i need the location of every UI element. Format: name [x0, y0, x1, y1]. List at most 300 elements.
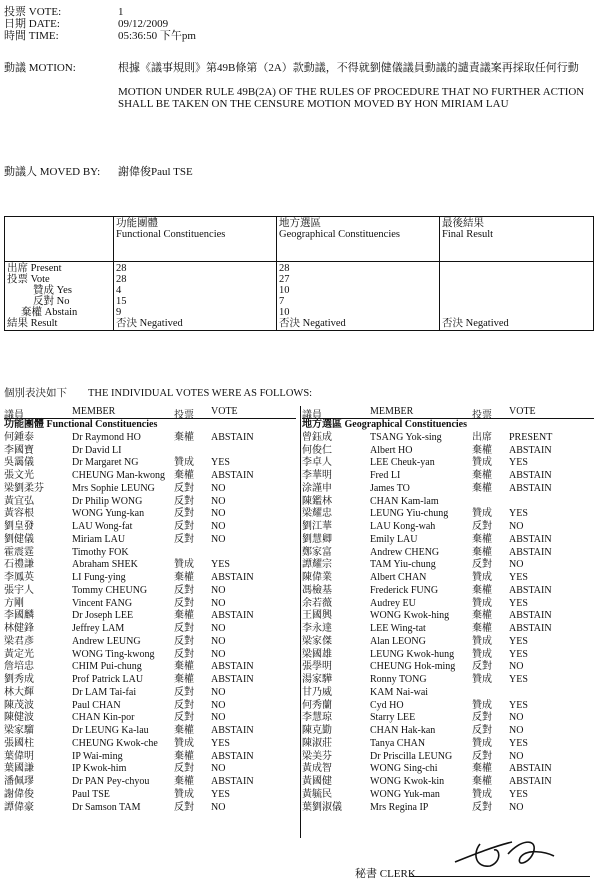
member-chinese-name: 譚偉豪 — [4, 801, 34, 813]
header-functional: 功能團體 Functional Constituencies — [114, 217, 277, 262]
clerk-signature — [450, 832, 560, 876]
col-cn: 議員 — [4, 410, 24, 421]
member-row — [302, 649, 594, 662]
member-chinese-name: 張文光 — [4, 470, 34, 481]
vote-number: 1 — [118, 6, 124, 18]
member-english-name: Jeffrey LAM — [72, 623, 125, 634]
vote-english: YES — [509, 597, 528, 609]
member-english-name: Audrey EU — [370, 597, 416, 609]
member-chinese-name: 詹培忠 — [4, 661, 34, 673]
member-row — [4, 457, 296, 470]
date-value: 09/12/2009 — [118, 18, 169, 30]
col-v2: VOTE — [211, 406, 238, 417]
member-english-name: Paul CHAN — [72, 699, 121, 711]
summary-corner — [5, 217, 114, 262]
vote-english: NO — [509, 712, 524, 724]
vote-chinese: 贊成 — [472, 572, 492, 583]
member-row — [302, 623, 594, 636]
member-english-name: Cyd HO — [370, 699, 404, 711]
member-row — [4, 712, 296, 725]
vote-chinese: 棄權 — [174, 750, 194, 762]
vote-english: ABSTAIN — [509, 546, 552, 558]
vote-chinese: 贊成 — [472, 737, 492, 749]
gc-yes: 10 — [279, 285, 290, 296]
gc-no: 7 — [279, 296, 285, 307]
member-chinese-name: 張宇人 — [4, 584, 34, 596]
member-chinese-name: 石禮謙 — [4, 559, 34, 571]
summary-gc-values — [277, 262, 440, 331]
vote-english: NO — [211, 648, 226, 660]
vote-chinese: 棄權 — [472, 546, 492, 558]
vote-english: NO — [211, 533, 226, 545]
member-english-name: Prof Patrick LAU — [72, 674, 144, 685]
vote-chinese: 棄權 — [472, 533, 492, 545]
vote-chinese: 反對 — [174, 482, 194, 494]
vote-english: ABSTAIN — [509, 533, 552, 545]
member-chinese-name: 潘佩璆 — [4, 776, 34, 787]
vote-english: NO — [211, 763, 226, 775]
geographical-section-title — [302, 419, 594, 432]
member-english-name: Andrew CHENG — [370, 546, 440, 558]
member-english-name: CHAN Kam-lam — [370, 495, 439, 507]
vote-chinese: 棄權 — [174, 776, 194, 787]
vote-chinese: 反對 — [472, 559, 492, 571]
member-row — [4, 547, 296, 560]
member-row — [302, 585, 594, 598]
row-label-no: 反對 No — [33, 296, 70, 307]
vote-chinese: 棄權 — [472, 470, 492, 481]
vote-english: NO — [211, 495, 226, 507]
vote-english: ABSTAIN — [211, 661, 254, 673]
vote-chinese: 贊成 — [174, 457, 194, 469]
vote-chinese: 反對 — [174, 635, 194, 647]
member-row — [302, 725, 594, 738]
member-english-name: WONG Ting-kwong — [72, 648, 155, 660]
vote-chinese: 反對 — [174, 495, 194, 507]
member-chinese-name: 黃成智 — [302, 763, 332, 775]
vote-chinese: 反對 — [472, 712, 492, 724]
member-english-name: KAM Nai-wai — [370, 686, 429, 698]
row-label-yes: 贊成 Yes — [33, 285, 72, 296]
vote-chinese: 反對 — [472, 661, 492, 673]
member-english-name: Frederick FUNG — [370, 584, 439, 596]
vote-english: ABSTAIN — [509, 482, 552, 494]
vote-english: NO — [509, 750, 524, 762]
member-english-name: Tommy CHEUNG — [72, 584, 148, 596]
member-chinese-name: 黃定光 — [4, 648, 34, 660]
member-row — [302, 738, 594, 751]
member-chinese-name: 李慧琼 — [302, 712, 332, 724]
vote-english: NO — [211, 482, 226, 494]
vote-chinese: 反對 — [174, 699, 194, 711]
member-chinese-name: 陳淑莊 — [302, 737, 332, 749]
member-row — [4, 623, 296, 636]
member-row — [4, 725, 296, 738]
member-english-name: Dr Samson TAM — [72, 801, 141, 813]
mover-label: 動議人 MOVED BY: — [4, 166, 101, 178]
member-english-name: Alan LEONG — [370, 635, 426, 647]
vote-chinese: 棄權 — [174, 470, 194, 481]
member-chinese-name: 甘乃威 — [302, 686, 332, 698]
member-english-name: LEE Wing-tat — [370, 623, 426, 634]
member-row — [302, 508, 594, 521]
vote-english: ABSTAIN — [509, 763, 552, 775]
vote-chinese: 贊成 — [472, 508, 492, 520]
vote-chinese: 棄權 — [472, 482, 492, 494]
member-english-name: LAU Wong-fat — [72, 521, 133, 532]
fc-no: 15 — [116, 296, 127, 307]
vote-chinese: 出席 — [472, 431, 492, 443]
member-row — [4, 470, 296, 483]
member-row — [4, 598, 296, 611]
member-chinese-name: 鄭家富 — [302, 546, 332, 558]
vote-english: NO — [211, 801, 226, 813]
member-chinese-name: 梁君彥 — [4, 635, 34, 647]
gc-present: 28 — [279, 263, 290, 274]
member-chinese-name: 葉劉淑儀 — [302, 801, 342, 813]
fc-result: 否決 Negatived — [116, 318, 183, 329]
vote-chinese: 贊成 — [472, 635, 492, 647]
member-english-name: LEE Cheuk-yan — [370, 457, 435, 469]
member-row — [4, 559, 296, 572]
member-row — [302, 700, 594, 713]
member-english-name: Albert HO — [370, 444, 413, 456]
vote-chinese: 棄權 — [472, 776, 492, 787]
functional-column — [4, 406, 296, 814]
vote-english: YES — [211, 788, 230, 800]
member-english-name: LEUNG Kwok-hung — [370, 648, 455, 660]
member-chinese-name: 霍震霆 — [4, 546, 34, 558]
vote-chinese: 棄權 — [174, 661, 194, 673]
member-english-name: Tanya CHAN — [370, 737, 426, 749]
member-row — [302, 763, 594, 776]
member-row — [4, 776, 296, 789]
member-chinese-name: 李永達 — [302, 623, 332, 634]
date-label: 日期 DATE: — [4, 18, 60, 30]
member-english-name: Dr PAN Pey-chyou — [72, 776, 150, 787]
vote-english: YES — [211, 457, 230, 469]
member-chinese-name: 譚耀宗 — [302, 559, 332, 571]
member-chinese-name: 李華明 — [302, 470, 332, 481]
gc-abstain: 10 — [279, 307, 290, 318]
vote-chinese: 贊成 — [472, 457, 492, 469]
fc-vote: 28 — [116, 274, 127, 285]
column-divider — [300, 406, 301, 838]
section-label: 功能團體 Functional Constituencies — [4, 419, 158, 430]
member-english-name: Dr David LI — [72, 444, 122, 456]
vote-english: NO — [509, 521, 524, 532]
member-chinese-name: 李鳳英 — [4, 572, 34, 583]
vote-english: YES — [509, 737, 528, 749]
col-cn: 議員 — [302, 410, 322, 421]
vote-english: NO — [211, 699, 226, 711]
vote-chinese: 贊成 — [174, 788, 194, 800]
time-label: 時間 TIME: — [4, 30, 59, 42]
summary-fc-values — [114, 262, 277, 331]
member-english-name: Vincent FANG — [72, 597, 133, 609]
vote-english: YES — [509, 674, 528, 685]
vote-english: ABSTAIN — [509, 470, 552, 481]
member-english-name: WONG Sing-chi — [370, 763, 438, 775]
motion-english: MOTION UNDER RULE 49B(2A) OF THE RULES OF PROCEDURE THAT NO FURTHER ACTION SHALL BE TAKEN ON THE CENSURE MOTION MOVED BY HON MIRIAM LAU — [118, 86, 585, 110]
vote-english: YES — [509, 508, 528, 520]
vote-english: NO — [509, 559, 524, 571]
vote-chinese: 反對 — [472, 521, 492, 532]
member-row — [4, 763, 296, 776]
vote-chinese: 贊成 — [174, 559, 194, 571]
member-chinese-name: 陳健波 — [4, 712, 34, 724]
member-english-name: Dr LEUNG Ka-lau — [72, 725, 149, 736]
vote-english: NO — [211, 623, 226, 634]
member-row — [302, 776, 594, 789]
member-chinese-name: 梁美芬 — [302, 750, 332, 762]
member-english-name: Mrs Regina IP — [370, 801, 429, 813]
member-chinese-name: 黃毓民 — [302, 788, 332, 800]
member-chinese-name: 吳靄儀 — [4, 457, 34, 469]
vote-english: ABSTAIN — [211, 750, 254, 762]
fc-abstain: 9 — [116, 307, 122, 318]
vote-chinese: 棄權 — [472, 584, 492, 596]
vote-chinese: 棄權 — [174, 674, 194, 685]
vote-chinese: 贊成 — [472, 674, 492, 685]
col-v2: VOTE — [509, 406, 536, 417]
vote-chinese: 反對 — [174, 533, 194, 545]
vote-label: 投票 VOTE: — [4, 6, 62, 18]
vote-chinese: 贊成 — [472, 648, 492, 660]
header-final: 最後結果 Final Result — [440, 217, 594, 262]
member-row — [302, 610, 594, 623]
gc-vote: 27 — [279, 274, 290, 285]
vote-english: NO — [211, 635, 226, 647]
vote-chinese: 棄權 — [472, 623, 492, 634]
member-row — [4, 432, 296, 445]
vote-chinese: 贊成 — [472, 788, 492, 800]
member-english-name: James TO — [370, 482, 410, 494]
vote-chinese: 棄權 — [174, 431, 194, 443]
vote-chinese: 棄權 — [472, 610, 492, 622]
col-v1: 投票 — [174, 410, 194, 421]
row-label-result: 結果 Result — [7, 318, 58, 329]
individual-votes-title: 個別表決如下 THE INDIVIDUAL VOTES WERE AS FOLLOWS: — [4, 388, 313, 399]
member-english-name: TSANG Yok-sing — [370, 431, 442, 443]
member-english-name: IP Wai-ming — [72, 750, 123, 762]
member-english-name: LAU Kong-wah — [370, 521, 436, 532]
vote-chinese: 反對 — [174, 597, 194, 609]
member-row — [4, 700, 296, 713]
member-chinese-name: 劉皇發 — [4, 521, 34, 532]
section-label: 地方選區 Geographical Constituencies — [302, 419, 467, 430]
member-english-name: LI Fung-ying — [72, 572, 126, 583]
vote-english: NO — [211, 712, 226, 724]
vote-english: PRESENT — [509, 431, 553, 443]
vote-english: NO — [211, 521, 226, 532]
header-geographical: 地方選區 Geographical Constituencies — [277, 217, 440, 262]
vote-english: ABSTAIN — [211, 776, 254, 787]
vote-english: YES — [509, 788, 528, 800]
member-chinese-name: 梁國雄 — [302, 648, 332, 660]
member-english-name: Dr Philip WONG — [72, 495, 143, 507]
member-row — [302, 496, 594, 509]
fc-yes: 4 — [116, 285, 122, 296]
member-english-name: WONG Yung-kan — [72, 508, 145, 520]
row-label-abstain: 棄權 Abstain — [21, 307, 78, 318]
member-row — [4, 751, 296, 764]
member-english-name: WONG Kwok-hing — [370, 610, 450, 622]
vote-english: NO — [211, 686, 226, 698]
vote-english: ABSTAIN — [509, 776, 552, 787]
member-english-name: TAM Yiu-chung — [370, 559, 436, 571]
member-row — [302, 521, 594, 534]
member-english-name: IP Kwok-him — [72, 763, 127, 775]
summary-table — [4, 216, 594, 331]
row-label-present: 出席 Present — [7, 263, 62, 274]
vote-english: YES — [509, 635, 528, 647]
member-row — [302, 789, 594, 802]
final-result: 否決 Negatived — [442, 318, 509, 329]
member-english-name: Miriam LAU — [72, 533, 126, 545]
member-english-name: CHEUNG Hok-ming — [370, 661, 456, 673]
vote-english: NO — [211, 508, 226, 520]
vote-english: YES — [211, 559, 230, 571]
member-english-name: Dr Priscilla LEUNG — [370, 750, 453, 762]
member-row — [4, 445, 296, 458]
row-label-vote: 投票 Vote — [7, 274, 50, 285]
member-row — [4, 738, 296, 751]
member-chinese-name: 張學明 — [302, 661, 332, 673]
member-english-name: Dr Margaret NG — [72, 457, 139, 469]
clerk-signature-line — [410, 876, 590, 877]
vote-chinese: 棄權 — [174, 572, 194, 583]
member-row — [4, 687, 296, 700]
member-row — [4, 610, 296, 623]
member-row — [302, 802, 594, 815]
vote-chinese: 反對 — [174, 686, 194, 698]
member-row — [4, 483, 296, 496]
member-row — [302, 687, 594, 700]
member-chinese-name: 劉秀成 — [4, 674, 34, 685]
member-english-name: Starry LEE — [370, 712, 416, 724]
member-chinese-name: 陳偉業 — [302, 572, 332, 583]
member-chinese-name: 黃容根 — [4, 508, 34, 520]
vote-english: ABSTAIN — [211, 470, 254, 481]
member-english-name: Dr Raymond HO — [72, 431, 141, 443]
vote-chinese: 反對 — [174, 623, 194, 634]
member-english-name: CHEUNG Man-kwong — [72, 470, 166, 481]
member-row — [4, 661, 296, 674]
vote-chinese: 反對 — [174, 521, 194, 532]
member-row — [302, 674, 594, 687]
member-chinese-name: 何鍾泰 — [4, 431, 34, 443]
member-english-name: CHAN Kin-por — [72, 712, 135, 724]
member-row — [4, 636, 296, 649]
member-chinese-name: 黃宜弘 — [4, 495, 34, 507]
vote-chinese: 棄權 — [472, 763, 492, 775]
member-chinese-name: 曾鈺成 — [302, 431, 332, 443]
left-column-header — [4, 406, 296, 419]
member-chinese-name: 李國麟 — [4, 610, 34, 622]
vote-chinese: 反對 — [472, 750, 492, 762]
member-row — [4, 585, 296, 598]
member-row — [4, 674, 296, 687]
member-chinese-name: 梁家騮 — [4, 725, 34, 736]
member-english-name: Dr Joseph LEE — [72, 610, 134, 622]
member-row — [302, 572, 594, 585]
vote-chinese: 反對 — [174, 508, 194, 520]
vote-english: NO — [211, 597, 226, 609]
vote-english: YES — [211, 737, 230, 749]
member-english-name: CHEUNG Kwok-che — [72, 737, 158, 749]
vote-english: YES — [509, 572, 528, 583]
vote-english: YES — [509, 648, 528, 660]
summary-labels — [5, 262, 114, 331]
vote-chinese: 贊成 — [472, 699, 492, 711]
right-column-header — [302, 406, 594, 419]
member-english-name: Paul TSE — [72, 788, 110, 800]
member-row — [4, 802, 296, 815]
vote-chinese: 反對 — [174, 801, 194, 813]
member-english-name: Fred LI — [370, 470, 401, 481]
member-row — [302, 547, 594, 560]
vote-chinese: 棄權 — [174, 610, 194, 622]
vote-english: ABSTAIN — [211, 674, 254, 685]
member-chinese-name: 梁劉柔芬 — [4, 482, 44, 494]
member-row — [302, 636, 594, 649]
member-row — [302, 661, 594, 674]
vote-chinese: 反對 — [472, 801, 492, 813]
member-chinese-name: 劉健儀 — [4, 533, 34, 545]
member-row — [4, 649, 296, 662]
member-english-name: Albert CHAN — [370, 572, 427, 583]
gc-result: 否決 Negatived — [279, 318, 346, 329]
member-row — [302, 712, 594, 725]
member-english-name: Ronny TONG — [370, 674, 427, 685]
member-chinese-name: 陳鑑林 — [302, 495, 332, 507]
member-chinese-name: 劉慧卿 — [302, 533, 332, 545]
member-chinese-name: 黃國健 — [302, 776, 332, 787]
vote-english: ABSTAIN — [509, 584, 552, 596]
member-chinese-name: 李國寶 — [4, 444, 34, 456]
vote-english: ABSTAIN — [509, 610, 552, 622]
member-chinese-name: 方剛 — [4, 597, 24, 609]
vote-english: ABSTAIN — [211, 431, 254, 443]
member-chinese-name: 李卓人 — [302, 457, 332, 469]
member-chinese-name: 湯家驊 — [302, 674, 332, 685]
vote-chinese: 反對 — [174, 712, 194, 724]
member-chinese-name: 涂謹申 — [302, 482, 332, 494]
fc-present: 28 — [116, 263, 127, 274]
member-row — [302, 470, 594, 483]
vote-english: NO — [509, 801, 524, 813]
member-chinese-name: 梁耀忠 — [302, 508, 332, 520]
member-english-name: Dr LAM Tai-fai — [72, 686, 137, 698]
member-row — [4, 496, 296, 509]
vote-english: NO — [509, 725, 524, 736]
vote-chinese: 贊成 — [472, 597, 492, 609]
member-english-name: WONG Kwok-kin — [370, 776, 445, 787]
member-english-name: Emily LAU — [370, 533, 418, 545]
vote-chinese: 反對 — [174, 763, 194, 775]
summary-final-values — [440, 262, 594, 331]
member-row — [302, 457, 594, 470]
member-row — [302, 559, 594, 572]
vote-chinese: 棄權 — [174, 725, 194, 736]
vote-english: NO — [211, 584, 226, 596]
member-chinese-name: 林健鋒 — [4, 623, 34, 634]
member-chinese-name: 何俊仁 — [302, 444, 332, 456]
member-english-name: Mrs Sophie LEUNG — [72, 482, 155, 494]
member-row — [4, 521, 296, 534]
member-chinese-name: 陳克勤 — [302, 725, 332, 736]
